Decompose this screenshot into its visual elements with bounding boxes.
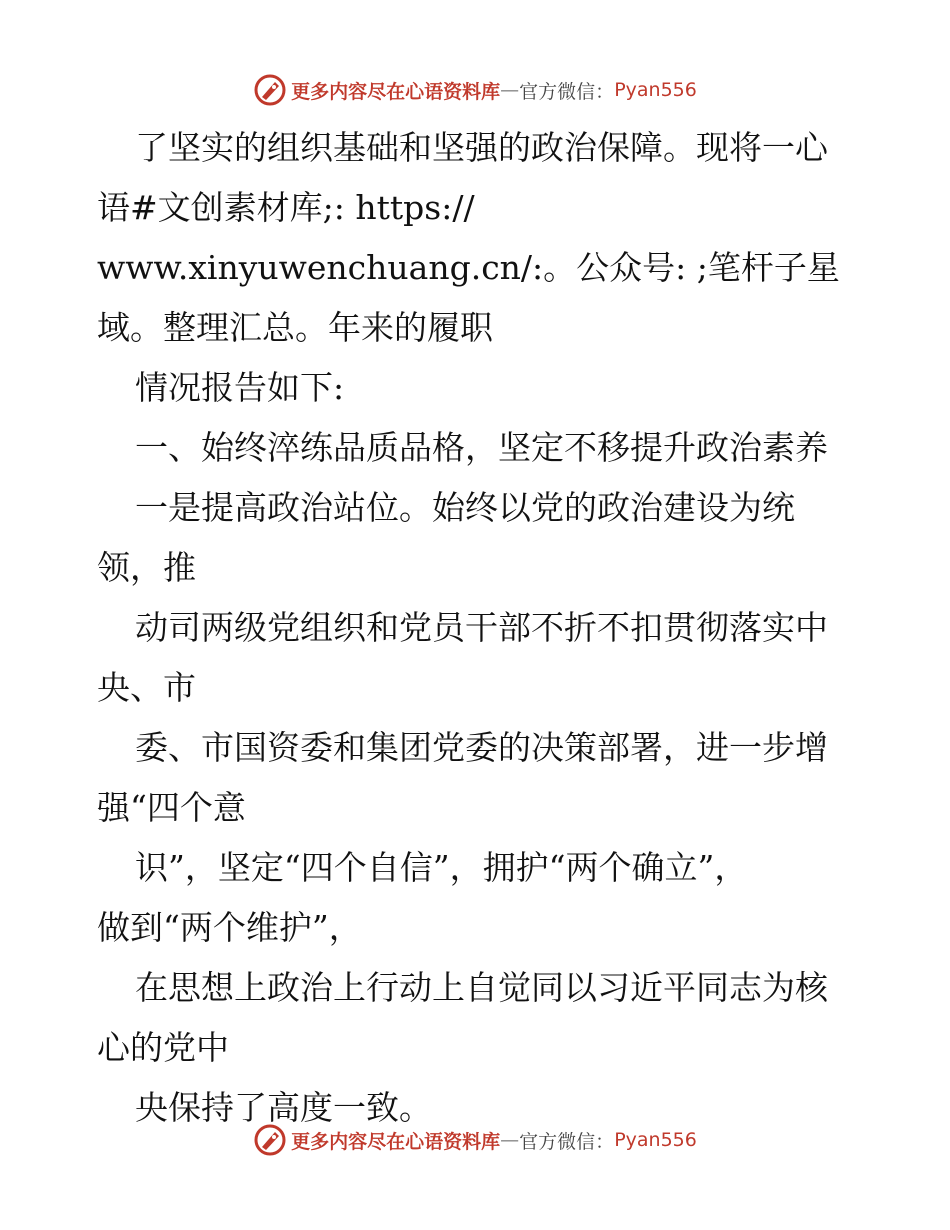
- paragraph-line: 央保持了高度一致。: [135, 1088, 432, 1127]
- paragraph-line: 强“四个意: [97, 788, 246, 827]
- paragraph-line: 动司两级党组织和党员干部不折不扣贯彻落实中: [135, 608, 828, 647]
- banner-dash: —: [500, 1129, 520, 1151]
- banner-wechat-id: Pyan556: [614, 79, 697, 101]
- paragraph-line: 域。整理汇总。年来的履职: [97, 308, 493, 347]
- paragraph-line: 心的党中: [97, 1028, 229, 1067]
- footer-watermark-banner: [0, 1120, 950, 1160]
- paragraph-line: 在思想上政治上行动上自觉同以习近平同志为核: [135, 968, 828, 1007]
- paragraph-line: 识”，坚定“四个自信”，拥护“两个确立”，: [135, 848, 748, 887]
- paragraph-line: 情况报告如下:: [135, 368, 345, 407]
- banner-wechat-label: 官方微信：: [519, 80, 615, 103]
- paragraph-line: 了坚实的组织基础和坚强的政治保障。现将一心: [135, 128, 828, 167]
- header-watermark-banner: [0, 70, 950, 110]
- paragraph-line: 做到“两个维护”，: [97, 908, 362, 947]
- banner-wechat-id: Pyan556: [614, 1129, 697, 1151]
- paragraph-line: 央、市: [97, 668, 196, 707]
- paragraph-line: 领，推: [97, 548, 196, 587]
- paragraph-line: www.xinyuwenchuang.cn/:。公众号: ;笔杆子星: [97, 248, 840, 287]
- paragraph-line: 一、始终淬练品质品格，坚定不移提升政治素养: [135, 428, 828, 467]
- banner-title: 更多内容尽在心语资料库: [291, 80, 501, 103]
- banner-title: 更多内容尽在心语资料库: [291, 1130, 501, 1153]
- paragraph-line: 一是提高政治站位。始终以党的政治建设为统: [135, 488, 795, 527]
- paragraph-line: 语#文创素材库;: https://: [97, 188, 475, 227]
- banner-dash: —: [500, 79, 520, 101]
- paragraph-line: 委、市国资委和集团党委的决策部署，进一步增: [135, 728, 828, 767]
- banner-wechat-label: 官方微信：: [519, 1130, 615, 1153]
- document-body: [97, 118, 867, 1138]
- pen-nib-logo-icon: [253, 1123, 287, 1157]
- pen-nib-logo-icon: [253, 73, 287, 107]
